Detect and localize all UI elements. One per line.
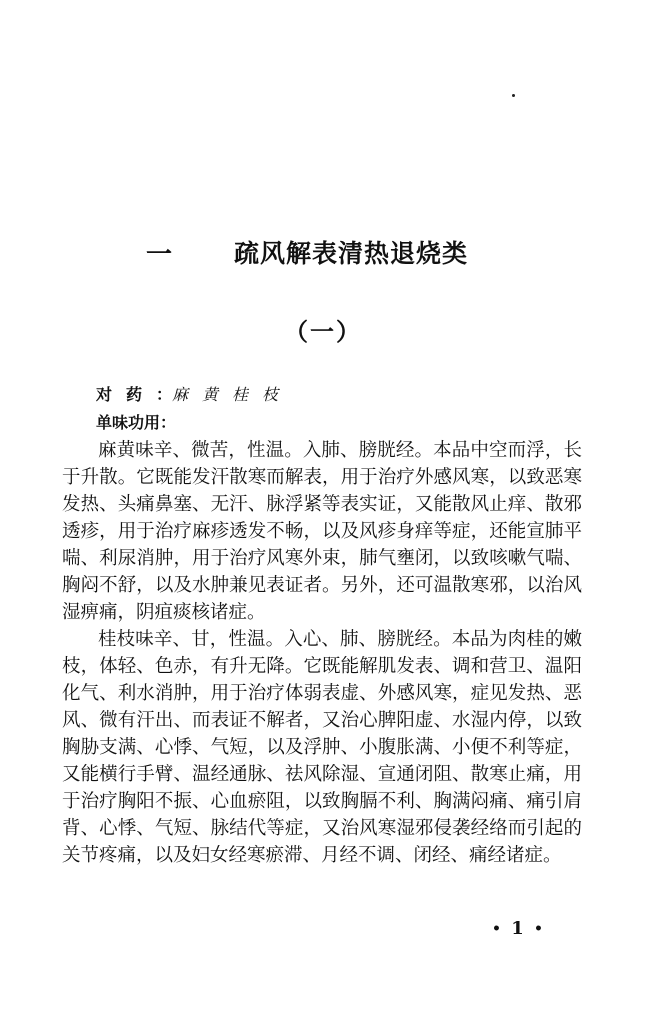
chapter-title: 疏风解表清热退烧类 [234, 239, 469, 268]
chapter-number: 一 [146, 240, 175, 270]
print-speck [512, 94, 515, 97]
herb-pair-label: 对药 [96, 385, 157, 404]
text-line: 风、微有汗出、而表证不解者，又治心脾阳虚、水湿内停，以致 [62, 710, 582, 731]
chapter-heading [0, 232, 646, 272]
text-line: 胸闷不舒，以及水肿兼见表证者。另外，还可温散寒邪，以治风 [62, 575, 582, 596]
text-line: 背、心悸、气短、脉结代等症，又治风寒湿邪侵袭经络而引起的 [62, 818, 582, 839]
herb-pair-colon: ： [156, 385, 173, 404]
section-label: （一） [284, 318, 362, 346]
text-line: 发热、头痛鼻塞、无汗、脉浮紧等表实证，又能散风止痒、散邪 [62, 494, 582, 515]
text-line: 喘、利尿消肿，用于治疗风寒外束，肺气壅闭，以致咳嗽气喘、 [62, 548, 582, 569]
text-line: 麻黄味辛、微苦，性温。入肺、膀胱经。本品中空而浮，长 [98, 440, 582, 461]
text-line: 于治疗胸阳不振、心血瘀阻，以致胸膈不利、胸满闷痛、痛引肩 [62, 791, 582, 812]
text-line: 透疹，用于治疗麻疹透发不畅，以及风疹身痒等症，还能宣肺平 [62, 521, 582, 542]
body-text [62, 437, 582, 869]
single-herb-function-heading: 单味功用： [96, 413, 177, 432]
text-line: 于升散。它既能发汗散寒而解表，用于治疗外感风寒，以致恶寒 [62, 467, 582, 488]
text-line: 桂枝味辛、甘，性温。入心、肺、膀胱经。本品为肉桂的嫩 [98, 629, 582, 650]
text-line: 关节疼痛，以及妇女经寒瘀滞、月经不调、闭经、痛经诸症。 [62, 845, 562, 866]
herb-pair-value: 麻黄桂枝 [172, 385, 293, 404]
text-line: 化气、利水消肿，用于治疗体弱表虚、外感风寒，症见发热、恶 [62, 683, 582, 704]
page-number [492, 918, 545, 939]
paragraph-mahuang [62, 437, 582, 626]
page-number-dot-left: • [492, 921, 503, 937]
page-number-dot-right: • [534, 921, 545, 937]
page-number-value: 1 [511, 918, 526, 939]
text-line: 枝，体轻、色赤，有升无降。它既能解肌发表、调和营卫、温阳 [62, 656, 582, 677]
text-line: 又能横行手臂、温经通脉、祛风除湿、宣通闭阻、散寒止痛，用 [62, 764, 582, 785]
text-line: 胸胁支满、心悸、气短，以及浮肿、小腹胀满、小便不利等症， [62, 737, 582, 758]
herb-pair-line [96, 382, 292, 405]
paragraph-guizhi [62, 626, 582, 869]
text-line: 湿痹痛，阴疽痰核诸症。 [62, 602, 266, 623]
